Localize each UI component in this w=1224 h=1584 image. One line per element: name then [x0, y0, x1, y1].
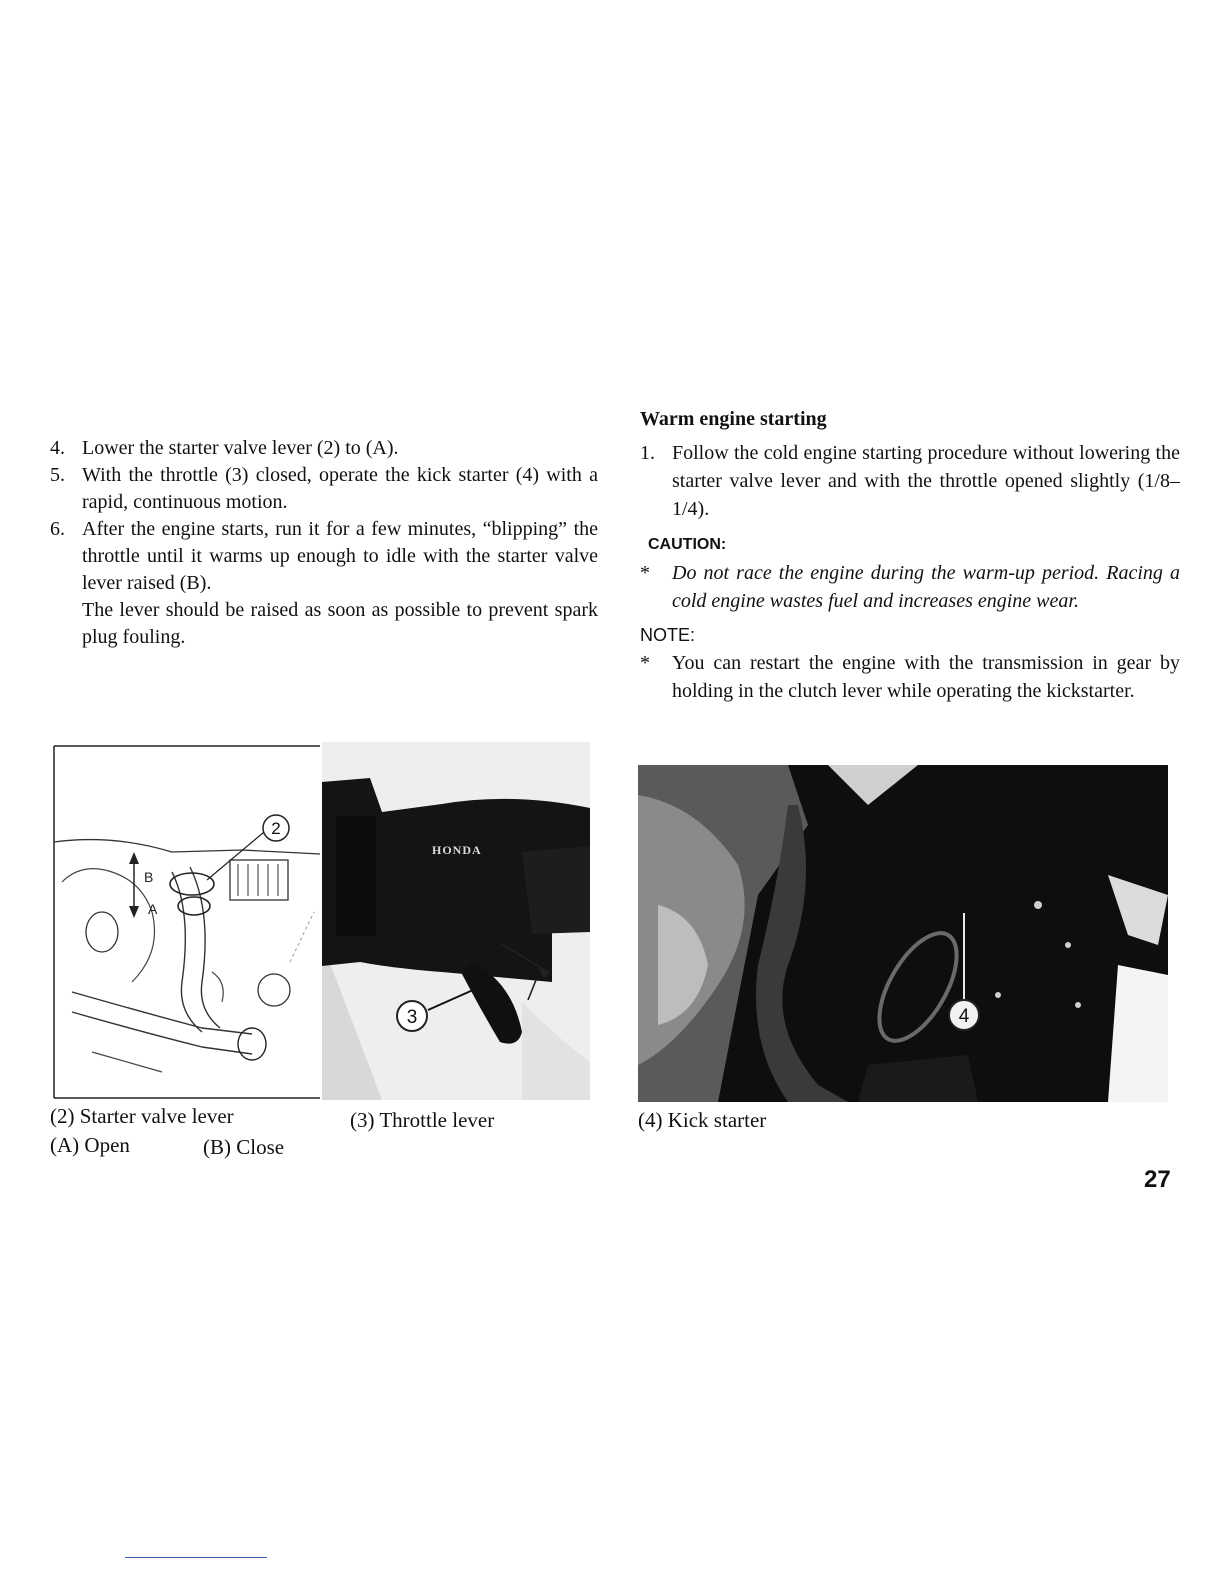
bullet-asterisk: *	[640, 652, 650, 674]
step-text: After the engine starts, run it for a few minutes, “blipping” the throttle until it warms up enough to idle with the starter valve lever raised (B).	[82, 518, 598, 594]
step-number: 5.	[50, 464, 65, 486]
bullet-asterisk: *	[640, 562, 650, 584]
right-column	[640, 405, 1180, 705]
step-text: With the throttle (3) closed, operate the kick starter (4) with a rapid, continuous motion.	[82, 464, 598, 513]
left-column	[50, 435, 598, 651]
step-5	[50, 462, 598, 516]
step-text: Lower the starter valve lever (2) to (A).	[82, 437, 399, 459]
step-text-continued: The lever should be raised as soon as possible to prevent spark plug fouling.	[82, 599, 598, 648]
section-heading: Warm engine starting	[640, 408, 827, 430]
caution-label: CAUTION:	[648, 536, 727, 553]
caption-starter-valve: (2) Starter valve lever	[50, 1104, 234, 1128]
warm-step-1	[640, 439, 1180, 523]
page-number: 27	[1144, 1166, 1171, 1193]
callout-number: 3	[406, 1007, 418, 1028]
caption-kick-starter: (4) Kick starter	[638, 1108, 767, 1132]
step-number: 6.	[50, 518, 65, 540]
callout-number: 4	[958, 1006, 970, 1027]
honda-logo: HONDA	[432, 843, 482, 857]
throttle-lever-photo	[322, 742, 590, 1100]
note-item	[640, 649, 1180, 705]
note-label: NOTE:	[640, 625, 696, 645]
step-number: 1.	[640, 442, 655, 464]
kick-starter-photo	[638, 765, 1168, 1102]
label-a: A	[148, 901, 158, 917]
callout-number: 2	[271, 819, 281, 838]
caution-item	[640, 559, 1180, 615]
caption-close: (B) Close	[203, 1135, 285, 1159]
starter-valve-illustration	[52, 742, 322, 1100]
label-b: B	[144, 869, 154, 885]
caution-text: Do not race the engine during the warm-up period. Racing a cold engine wastes fuel and increases engine wear.	[672, 562, 1180, 612]
step-4	[50, 435, 598, 462]
starter-valve-drawing	[52, 742, 322, 1100]
caption-open: (A) Open	[50, 1133, 130, 1157]
step-number: 4.	[50, 437, 65, 459]
note-text: You can restart the engine with the transmission in gear by holding in the clutch lever while operating the kickstarter.	[672, 652, 1180, 702]
throttle-photo-drawing	[322, 742, 590, 1100]
step-text: Follow the cold engine starting procedure without lowering the starter valve lever and with the throttle opened slightly (1/8–1/4).	[672, 442, 1180, 520]
kick-starter-drawing	[638, 765, 1168, 1102]
footer-divider	[125, 1557, 267, 1558]
caption-throttle: (3) Throttle lever	[350, 1108, 495, 1132]
step-6	[50, 516, 598, 651]
